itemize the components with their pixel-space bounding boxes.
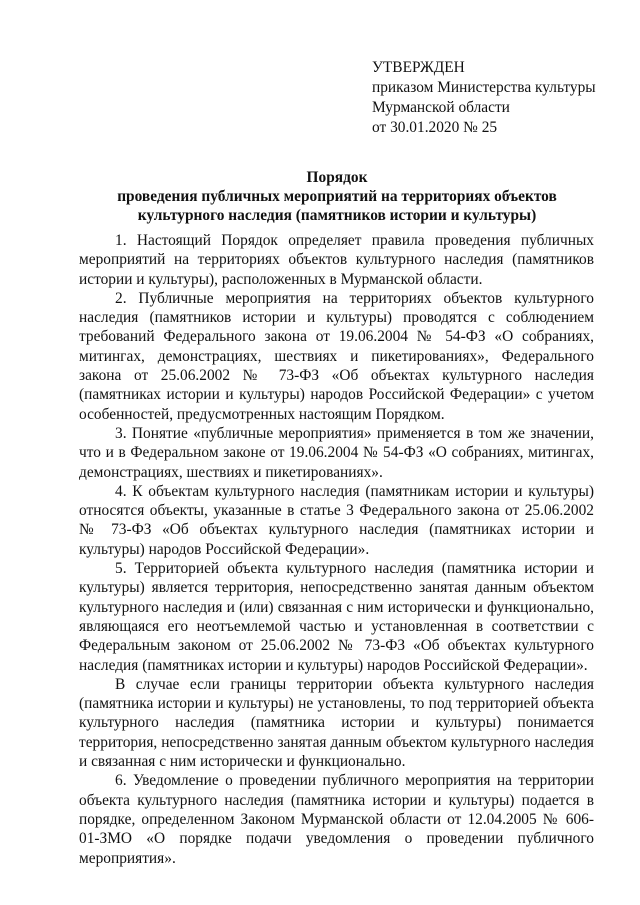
paragraph-4: 4. К объектам культурного наследия (памятникам истории и культуры) относятся объекты, указанные в статье 3 Федерального закона от 25.06.2002 № 73-ФЗ «Об объектах культурного наследия (памятниках истории и культуры) народов Российской Федерации».: [79, 482, 594, 558]
paragraph-2: 2. Публичные мероприятия на территориях объектов культурного наследия (памятников истории и культуры) проводятся с соблюдением требований Федерального закона от 19.06.2004 № 54-ФЗ «О собраниях, митингах, демонстрациях, шествиях и пикетированиях», Федерального закона от 25.06.2002 № 73-ФЗ «Об объектах культурного наследия (памятниках истории и культуры) народов Российской Федерации» с учетом особенностей, предусмотренных настоящим Порядком.: [79, 289, 594, 423]
paragraph-6: 6. Уведомление о проведении публичного мероприятия на территории объекта культурного наследия (памятника истории и культуры) подается в порядке, определенном Законом Мурманской области от 12.04.2005 № 606-01-ЗМО «О порядке подачи уведомления о проведении публичного мероприятия».: [79, 772, 594, 867]
paragraph-1: 1. Настоящий Порядок определяет правила проведения публичных мероприятий на территориях объектов культурного наследия (памятников истории и культуры), расположенных в Мурманской области.: [79, 232, 594, 288]
approval-status: УТВЕРЖДЕН: [372, 59, 465, 76]
document-body: [79, 231, 594, 868]
title-subject-line-2: культурного наследия (памятников истории и культуры): [137, 207, 537, 224]
paragraph-5: 5. Территорией объекта культурного наследия (памятника истории и культуры) является территория, непосредственно занятая данным объектом культурного наследия и (или) связанная с ним исторически и функционально, являющаяся его неотъемлемой частью и установленная в соответствии с Федеральным законом от 25.06.2002 № 73-ФЗ «Об объектах культурного наследия (памятниках истории и культуры) народов Российской Федерации».: [79, 560, 594, 674]
approval-stamp: [372, 58, 612, 138]
paragraph-3: 3. Понятие «публичные мероприятия» применяется в том же значении, что и в Федеральном законе от 19.06.2004 № 54-ФЗ «О собраниях, митингах, демонстрациях, шествиях и пикетированиях».: [79, 424, 594, 481]
approval-region: Мурманской области: [372, 99, 510, 116]
approval-date-number: от 30.01.2020 № 25: [372, 119, 498, 136]
title-heading: Порядок: [306, 169, 368, 186]
paragraph-5-continuation: В случае если границы территории объекта культурного наследия (памятника истории и культуры) не установлены, то под территорией объекта культурного наследия (памятника истории и культуры) понимается территория, непосредственно занятая данным объектом культурного наследия и связанная с ним исторически и функционально.: [79, 675, 594, 771]
approval-issuer: приказом Министерства культуры: [372, 79, 596, 96]
title-subject-line-1: проведения публичных мероприятий на территориях объектов: [117, 188, 557, 205]
document-title: [80, 168, 594, 225]
